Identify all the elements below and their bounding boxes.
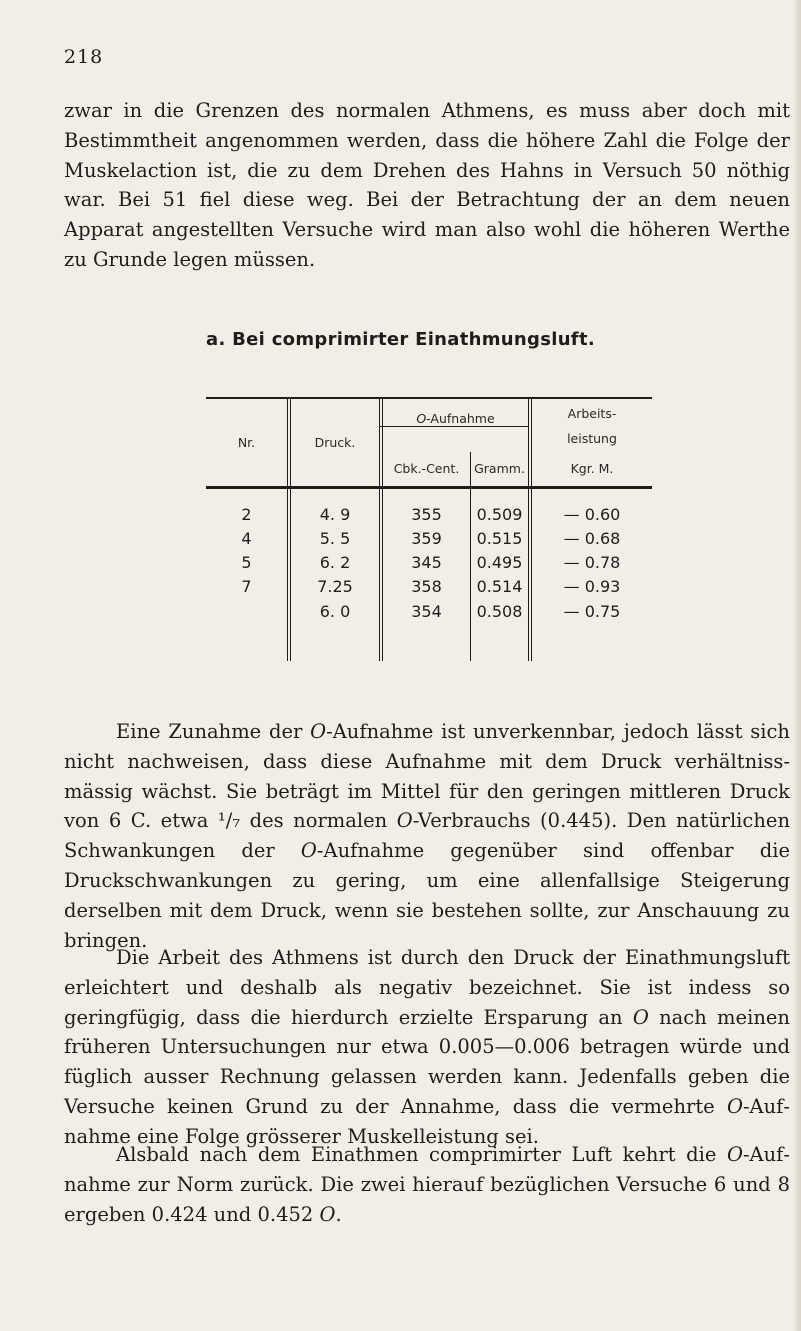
cell-cbk: 359: [411, 529, 442, 548]
o-symbol: O: [396, 809, 413, 833]
paragraph-4: [64, 1140, 790, 1229]
cell-cbk: 355: [411, 505, 442, 524]
cell-arbeit: — 0.93: [563, 577, 621, 596]
header-arbeit-unit: Kgr. M.: [570, 461, 614, 476]
cell-druck: 4. 9: [319, 505, 351, 524]
paragraph-3: [64, 943, 790, 1152]
cell-nr: 5: [241, 553, 252, 572]
header-cbk: Cbk.-Cent.: [393, 461, 460, 476]
cell-druck: 7.25: [317, 577, 353, 596]
text-run: Alsbald nach dem Einathmen comprimirter Luft kehrt die: [116, 1143, 727, 1166]
table-subheader-rule: [379, 426, 528, 427]
cell-druck: 5. 5: [319, 529, 351, 548]
header-druck: Druck.: [314, 435, 356, 450]
o-symbol: O: [726, 1143, 743, 1166]
header-arbeit-2: leistung: [567, 431, 617, 446]
cell-nr: 7: [241, 577, 252, 596]
table-header-rule: [206, 486, 652, 489]
cell-druck: 6. 2: [319, 553, 351, 572]
o-symbol: O: [300, 839, 317, 863]
text-run: .: [335, 1202, 342, 1226]
page-number: 218: [64, 46, 104, 68]
cell-arbeit: — 0.60: [563, 505, 621, 524]
table-col-rule: [287, 399, 288, 661]
header-o-aufnahme: [383, 411, 528, 426]
fraction: ¹/₇: [217, 809, 241, 833]
cell-arbeit: — 0.78: [563, 553, 621, 572]
text-run: nach meinen früheren Untersuchungen nur etwa 0.005—0.006 betragen würde und füglich ausser Rechnung gelassen werden kann. Jedenfalls geben die Versuche keinen Grund zu der Annahme, dass die vermehrte: [64, 1005, 790, 1118]
table-top-rule: [206, 397, 652, 399]
cell-nr: 2: [241, 505, 252, 524]
o-symbol: O: [416, 411, 427, 426]
text-run: -Aufnahme ist unverkennbar, jedoch lässt sich nicht nachweisen, dass diese Aufnahme mit dem Druck verhältnissmässig wächst. Sie beträgt im Mittel für den geringen mittleren Druck von 6 C. etwa: [64, 720, 790, 833]
cell-arbeit: — 0.68: [563, 529, 621, 548]
text-run: -Aufnahme zur Norm zurück. Die zwei hierauf bezüglichen Versuche 6 und 8 ergeben 0.424 und 0.452: [64, 1143, 790, 1226]
text-run: -Aufnahme gegenüber sind offenbar die Druckschwankungen zu gering, um eine allenfallsige Steigerung derselben mit dem Druck, wenn sie bestehen sollte, zur Anschauung zu bringen.: [64, 839, 790, 952]
text-run: -Verbrauchs (0.445). Den natürlichen Schwankungen der: [64, 809, 791, 863]
paragraph-2: [64, 717, 790, 955]
cell-cbk: 358: [411, 577, 442, 596]
table-col-rule: [528, 399, 529, 661]
data-table: [206, 397, 652, 663]
text-run: Die Arbeit des Athmens ist durch den Druck der Einathmungsluft erleichtert und deshalb als negativ bezeichnet. Sie ist indess so geringfügig, dass die hierdurch erzielte Ersparung an: [64, 946, 790, 1029]
text-run: -Aufnahme eine Folge grösserer Muskelleistung sei.: [64, 1094, 790, 1148]
cell-gramm: 0.514: [476, 577, 523, 596]
cell-gramm: 0.515: [476, 529, 523, 548]
cell-arbeit: — 0.75: [563, 602, 621, 621]
page-edge: [795, 0, 801, 1331]
o-symbol: O: [726, 1094, 743, 1118]
section-heading: a. Bei comprimirter Einathmungsluft.: [206, 329, 595, 350]
cell-cbk: 345: [411, 553, 442, 572]
cell-gramm: 0.509: [476, 505, 523, 524]
cell-gramm: 0.508: [476, 602, 523, 621]
text-run: Eine Zunahme der: [116, 720, 311, 743]
paragraph-1: zwar in die Grenzen des normalen Athmens, es muss aber doch mit Bestimmtheit angenommen werden, dass die höhere Zahl die Folge der Muskelaction ist, die zu dem Drehen des Hahns in Versuch 50 nöthig war. Bei 51 fiel diese weg. Bei der Betrachtung der an dem neuen Apparat angestellten Versuche wird man also wohl die höheren Werthe zu Grunde legen müssen.: [64, 99, 790, 271]
o-symbol: O: [632, 1005, 649, 1029]
header-nr: Nr.: [237, 435, 256, 450]
header-o-aufnahme-label: -Aufnahme: [426, 411, 495, 426]
header-arbeit-1: Arbeits-: [567, 406, 617, 421]
header-gramm: Gramm.: [474, 461, 525, 476]
o-symbol: O: [310, 720, 327, 743]
table-col-rule: [379, 399, 380, 661]
cell-gramm: 0.495: [476, 553, 523, 572]
cell-nr: 4: [241, 529, 252, 548]
o-symbol: O: [319, 1202, 336, 1226]
text-run: des normalen: [240, 809, 397, 833]
cell-druck: 6. 0: [319, 602, 351, 621]
cell-cbk: 354: [411, 602, 442, 621]
